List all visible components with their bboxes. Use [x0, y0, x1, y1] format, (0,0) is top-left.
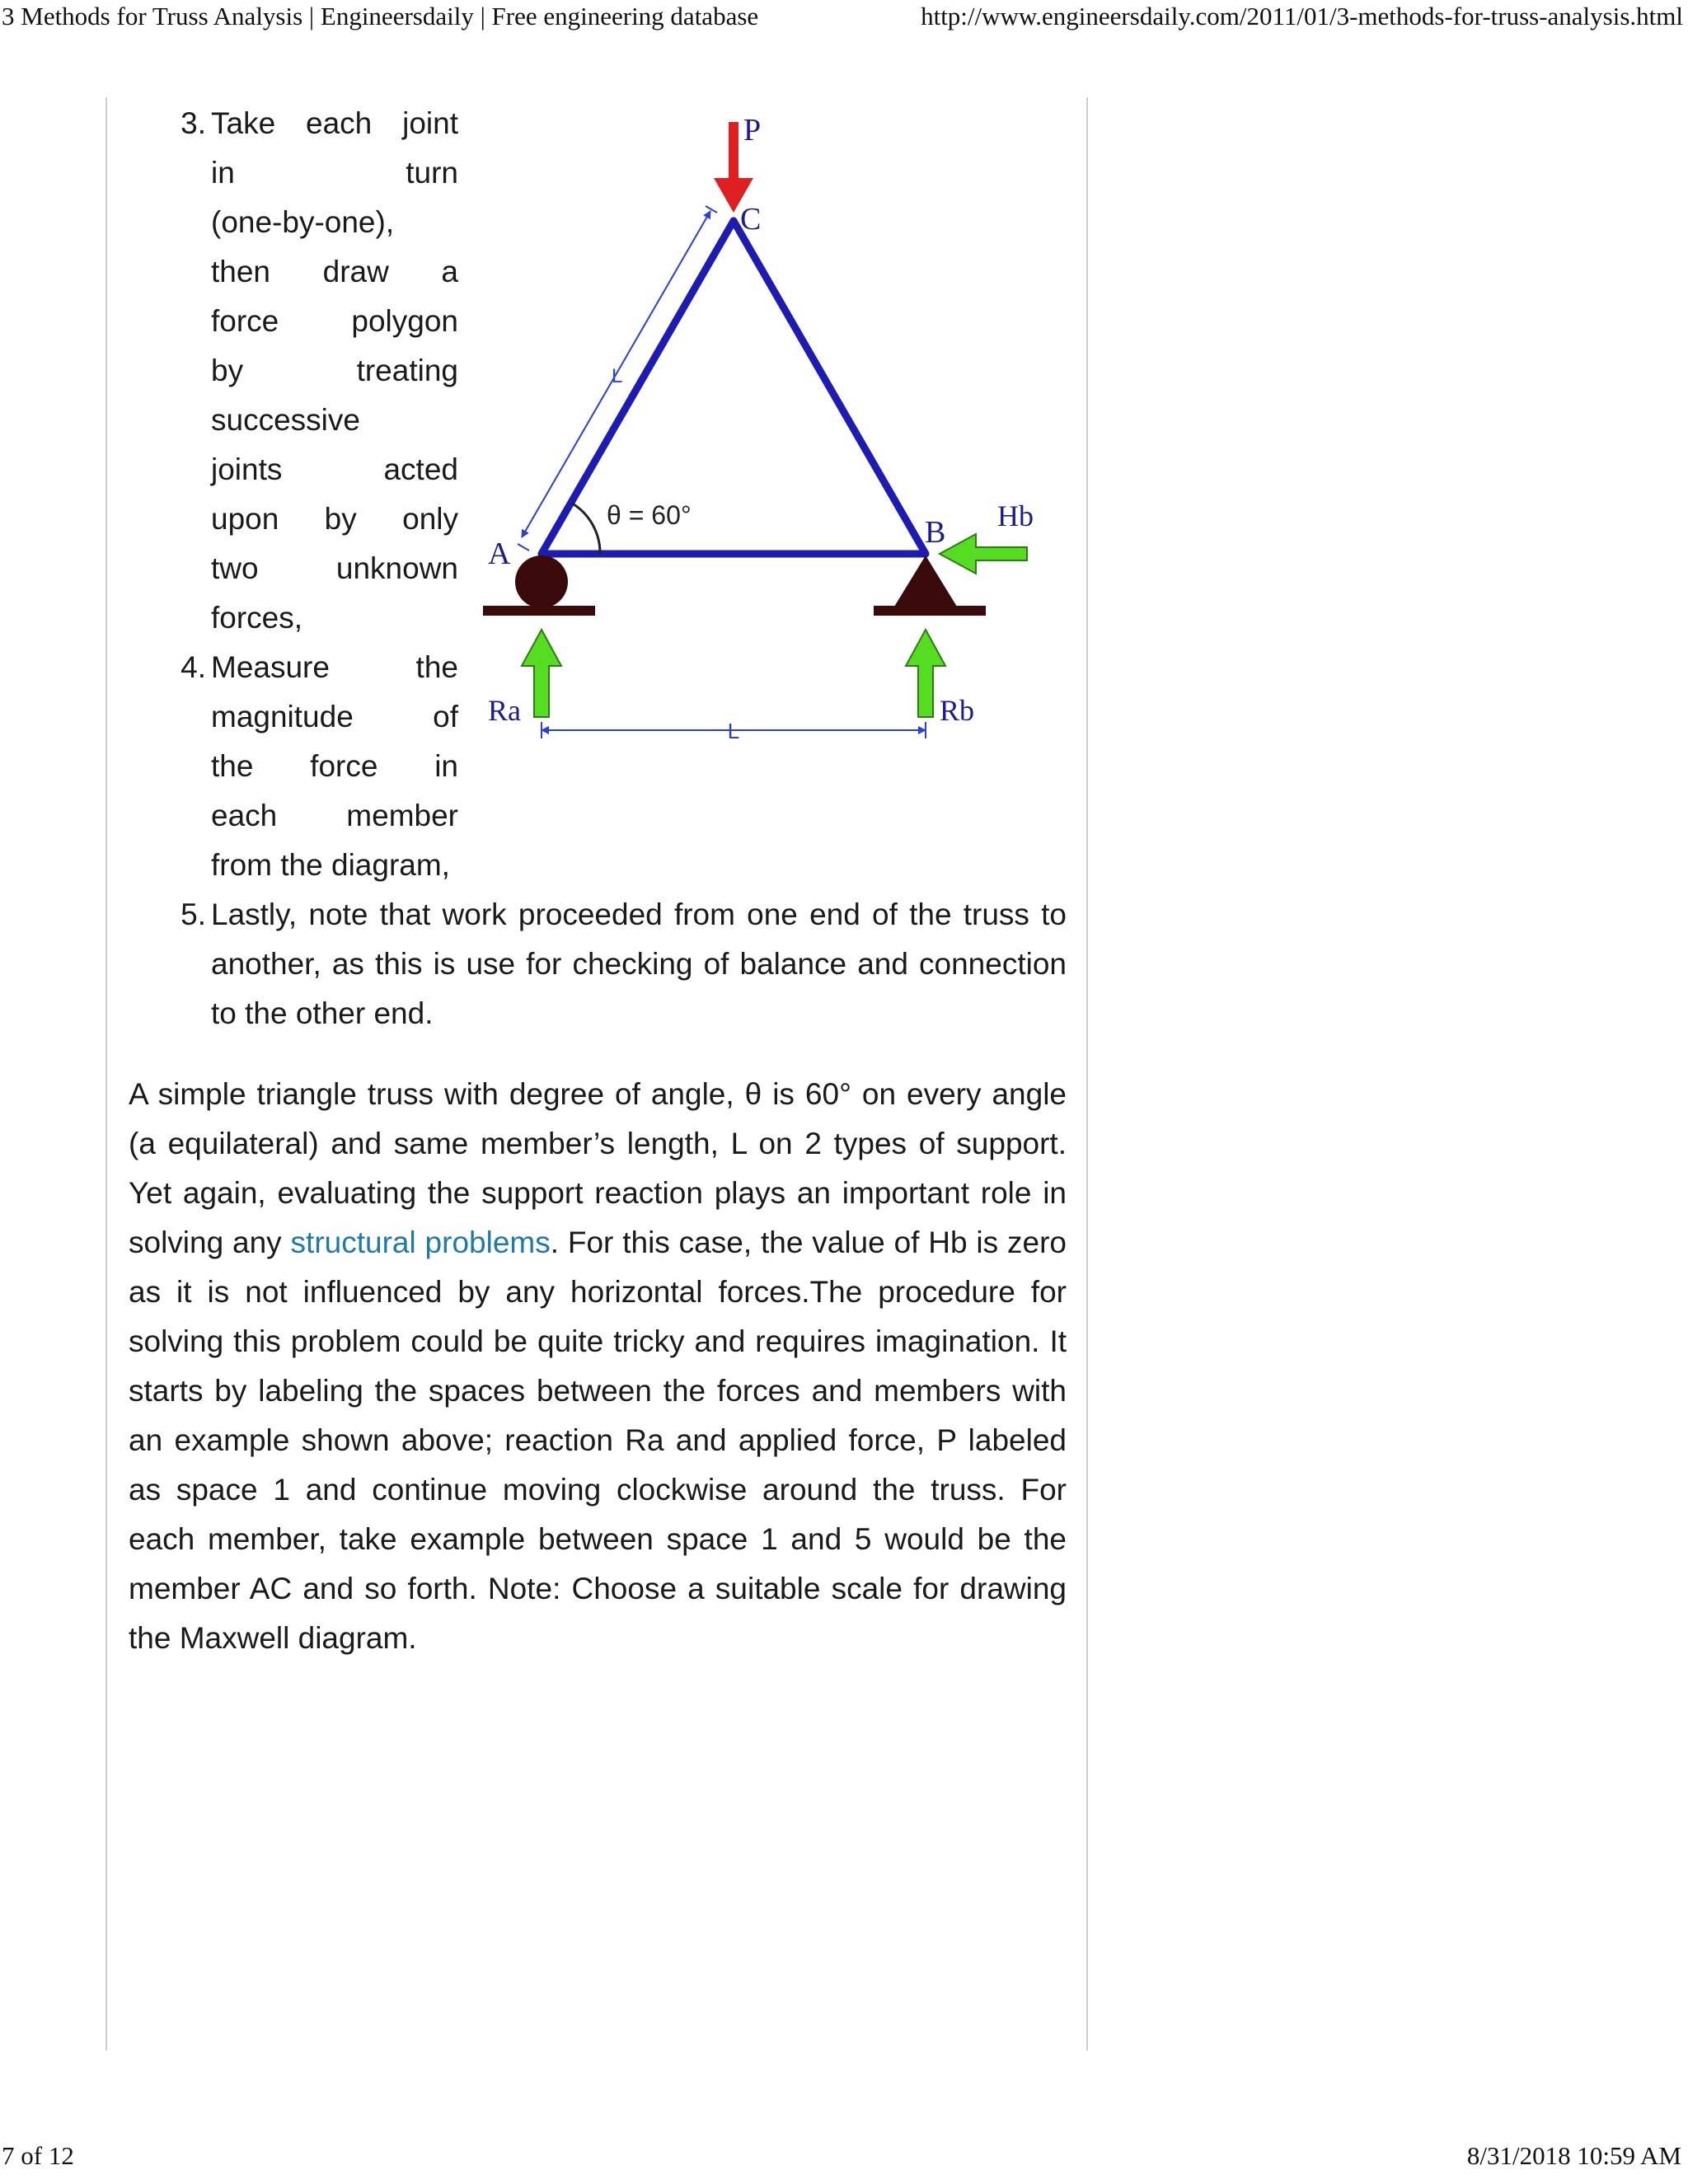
list-item-line: magnitude of — [211, 700, 458, 733]
list-item-3 — [129, 99, 458, 643]
list-item-line: successive — [211, 403, 360, 437]
right-column-rule — [1086, 97, 1088, 2050]
label-p: P — [743, 113, 762, 148]
article-content — [129, 99, 1067, 1663]
label-length-ac: L — [612, 365, 623, 387]
load-p-shaft — [729, 122, 738, 180]
reaction-ra-arrow — [522, 630, 561, 717]
label-rb: Rb — [940, 694, 975, 727]
pin-support-a — [515, 555, 568, 608]
list-number: 3. — [181, 106, 206, 140]
list-number: 5. — [181, 898, 206, 931]
list-item-line: forces, — [211, 601, 303, 635]
list-item-line: by treating — [211, 354, 458, 387]
label-c: C — [740, 202, 762, 237]
list-item-line: (one-by-one), — [211, 205, 395, 239]
truss-figure — [483, 99, 1060, 758]
member-bc — [734, 221, 926, 554]
list-item-text: Lastly, note that work proceeded from one end of the truss to another, as this is use for checking of balance and connection to the other end. — [211, 898, 1067, 1030]
label-a: A — [488, 537, 511, 571]
list-item-line: force polygon — [211, 304, 458, 338]
list-item-line: in turn — [211, 156, 458, 190]
list-item-line: the force in — [211, 749, 458, 783]
reaction-hb-arrow — [940, 534, 1027, 574]
paragraph-text-end: . For this case, the value of Hb is zero as it is not influenced by any horizontal forces.The procedure for solving this problem could be quite tricky and requires imagination. It starts by labeling the spaces between the forces and members with an example shown above; reaction Ra and applied force, P labeled as space 1 and continue moving clockwise around the truss. For each member, take example between space 1 and 5 would be the member AC and so forth. Note: Choose a suitable scale for drawing the Maxwell diagram. — [129, 1226, 1067, 1655]
header-url[interactable]: http://www.engineersdaily.com/2011/01/3-methods-for-truss-analysis.html — [921, 2, 1683, 30]
list-item-line: then draw a — [211, 255, 458, 288]
narrow-list-column — [129, 99, 458, 890]
list-item-5 — [129, 890, 1067, 1038]
list-item-line: upon by only — [211, 502, 458, 536]
list-item-line: from the diagram, — [211, 848, 450, 882]
header-page-title: 3 Methods for Truss Analysis | Engineersdaily | Free engineering database — [2, 2, 759, 30]
list-item-text — [211, 99, 458, 643]
left-column-rule — [106, 97, 107, 2050]
list-item-line: two unknown — [211, 551, 458, 585]
dimension-tick — [706, 206, 717, 213]
list-item-line: joints acted — [211, 452, 458, 486]
label-angle: θ = 60° — [607, 500, 692, 530]
footer-page-number: 7 of 12 — [2, 2141, 74, 2170]
structural-problems-link[interactable]: structural problems — [290, 1226, 551, 1259]
list-item-line: Take each joint — [211, 106, 458, 140]
list-item-4 — [129, 643, 458, 890]
roller-support-b — [894, 555, 957, 607]
print-header — [0, 0, 1688, 36]
paragraph-text-start: A simple triangle truss with degree of angle, θ is 60° on every angle (a equilateral) and same member’s length, L on 2 types of support. Yet again, evaluating the support reaction plays an important role in solving any — [129, 1077, 1067, 1259]
body-paragraph — [129, 1070, 1067, 1663]
label-ra: Ra — [488, 694, 521, 727]
label-length-ab: L — [727, 719, 740, 743]
label-b: B — [925, 515, 946, 550]
truss-diagram — [483, 99, 1060, 758]
footer-datetime: 8/31/2018 10:59 AM — [1466, 2141, 1681, 2170]
angle-arc — [571, 503, 600, 554]
support-b-ground — [874, 606, 986, 616]
list-number: 4. — [181, 650, 206, 684]
list-item-line: Measure the — [211, 650, 458, 684]
list-item-line: each member — [211, 799, 458, 832]
list-item-text — [211, 643, 458, 890]
dimension-tick — [518, 544, 529, 551]
label-hb: Hb — [997, 499, 1034, 532]
list-with-figure — [129, 99, 1067, 890]
